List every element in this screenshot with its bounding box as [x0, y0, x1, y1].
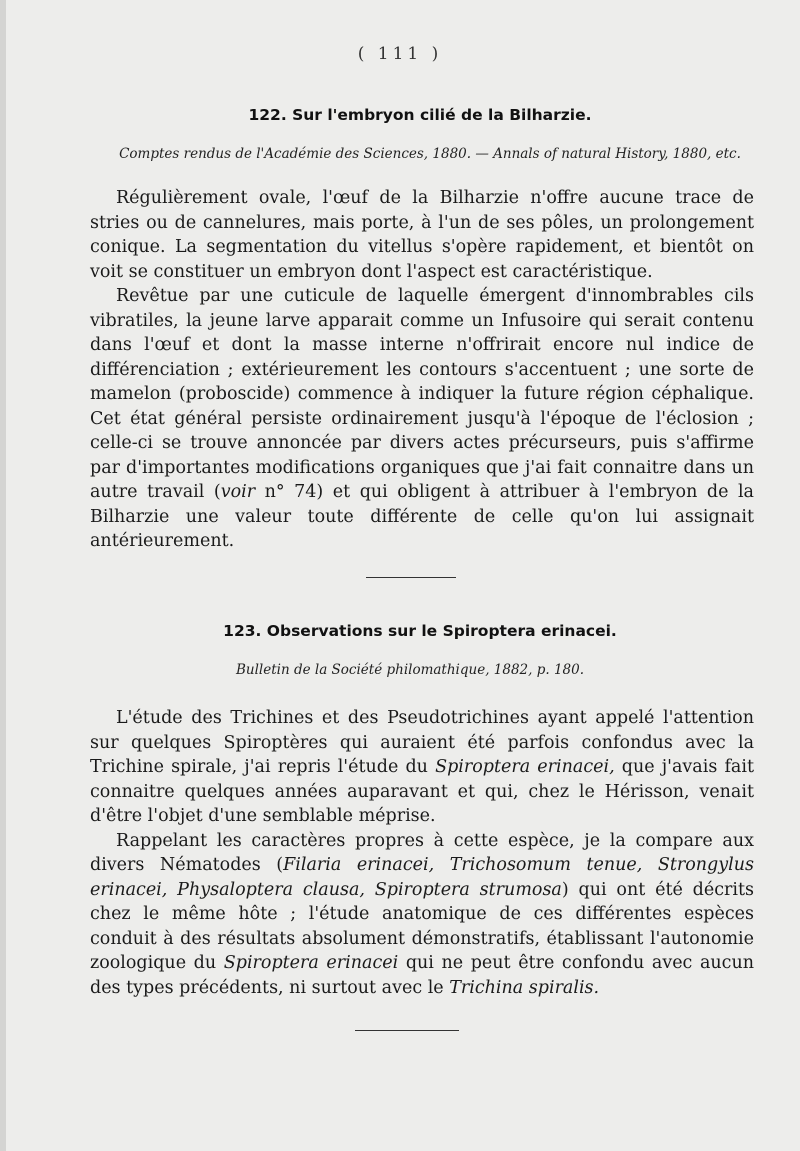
paragraph-italic: Trichina spiralis.: [449, 977, 600, 998]
citation-123: [0, 662, 800, 678]
paragraph: [90, 706, 754, 829]
paragraph-italic: Spiroptera erinacei: [223, 953, 399, 973]
paragraph-text: Revêtue par une cuticule de laquelle émergent d'innombrables cils vibratiles, la jeune larve apparait comme un Infusoire qui serait contenu dans l'œuf et dont la masse interne n'offrirait encore nul indice de différenciation ; extérieurement les contours s'accentuent ; une sorte de mamelon (proboscide) commence à indiquer la future région céphalique. Cet état général persiste ordinairement jusqu'à l'époque de l'éclosion ; celle-ci se trouve annoncée par divers actes précurseurs, puis s'affirme par d'importantes modifications organiques que j'ai fait connaitre dans un autre travail (: [90, 286, 754, 502]
section-body-122: [90, 186, 754, 554]
paragraph-text: L'étude des Trichines et des Pseudotrichines ayant appelé l'attention sur quelques Spiroptères qui auraient été parfois confondus avec la Trichine spirale, j'ai repris l'étude du: [90, 708, 754, 777]
paragraph-text: ) qui ont été décrits chez le même hôte ; l'étude anatomique de ces différentes espèces conduit à des résultats absolument démonstratifs, établissant l'autonomie zoologique du: [90, 879, 754, 973]
end-divider: [355, 1030, 459, 1031]
citation-source: Bulletin de la Société philomathique,: [235, 662, 490, 678]
section-divider: [366, 577, 456, 578]
paragraph-text: qui ne peut être confondu avec aucun des types précédents, ni surtout avec le: [90, 953, 755, 998]
citation-tail: 1882, p. 180.: [489, 662, 585, 678]
paragraph-text: n° 74) et qui obligent à attribuer à l'embryon de la Bilharzie une valeur toute différente de celle qu'on lui assignait antérieurement.: [90, 482, 754, 551]
paragraph: [90, 829, 754, 1001]
paragraph: [90, 284, 754, 554]
page-number: ( 111 ): [357, 44, 443, 64]
paragraph-italic: voir: [220, 482, 256, 502]
paragraph-italic: Filaria erinacei, Trichosomum tenue, Strongylus erinacei, Physaloptera clausa, Spiroptera strumosa: [90, 855, 754, 900]
paragraph: Régulièrement ovale, l'œuf de la Bilharzie n'offre aucune trace de stries ou de cannelures, mais porte, à l'un de ses pôles, un prolongement conique. La segmentation du vitellus s'opère rapidement, et bientôt on voit se constituer un embryon dont l'aspect est caractéristique.: [90, 188, 754, 282]
section-heading-123: 123. Observations sur le Spiroptera erinacei.: [223, 622, 617, 640]
section-body-123: [90, 706, 754, 1000]
paragraph-text: que j'avais fait connaitre quelques années auparavant et qui, chez le Hérisson, venait d'être l'objet d'une semblable méprise.: [90, 757, 754, 826]
citation-source-1: Comptes rendus de l'Académie des Sciences,: [119, 146, 429, 162]
citation-sep: 1880. —: [428, 146, 494, 162]
citation-tail: 1880, etc.: [668, 146, 741, 162]
paragraph-italic: Spiroptera erinacei,: [435, 757, 615, 777]
section-heading-122: 122. Sur l'embryon cilié de la Bilharzie.: [248, 106, 592, 124]
citation-source-2: Annals of natural History,: [493, 146, 669, 162]
citation-122: [0, 146, 800, 162]
paragraph-text: Rappelant les caractères propres à cette espèce, je la compare aux divers Nématodes (: [90, 830, 754, 875]
